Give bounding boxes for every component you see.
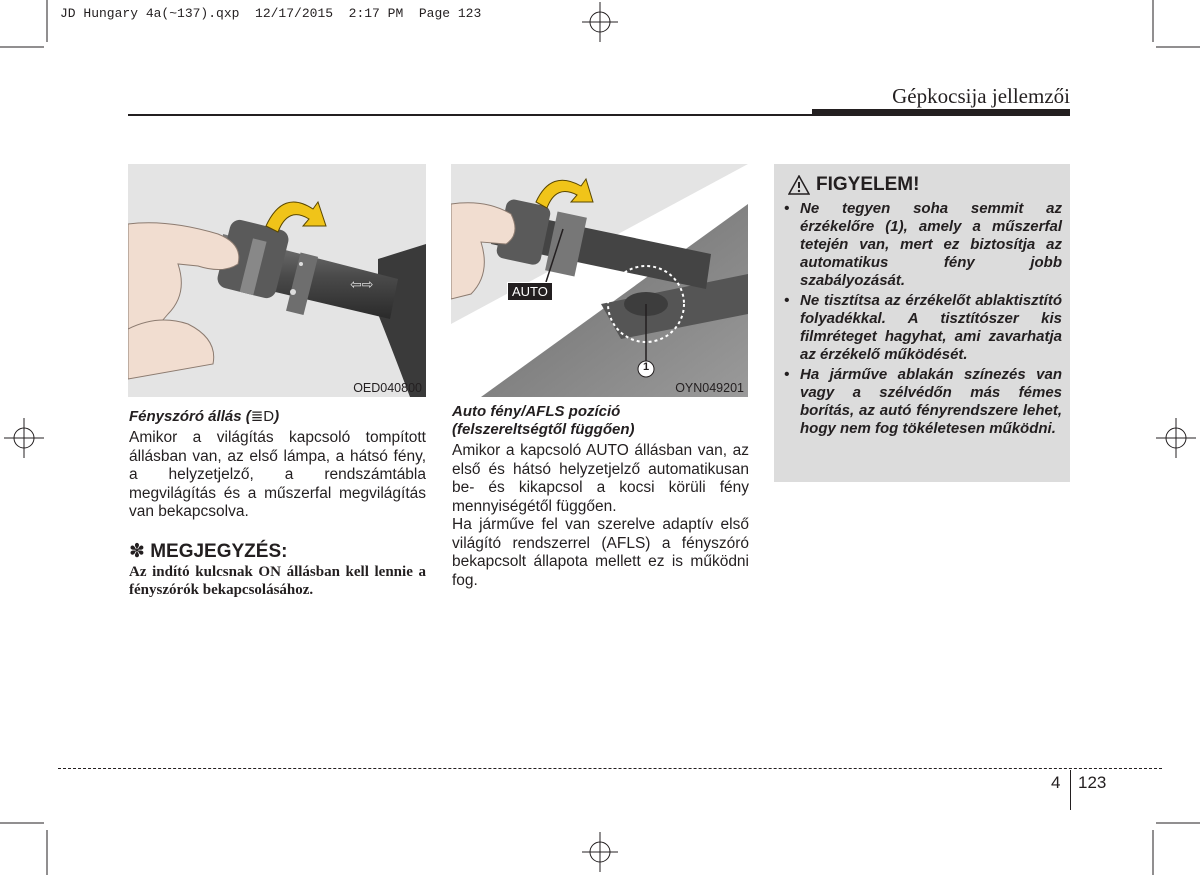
- figure-code: OYN049201: [675, 381, 744, 395]
- section-title: Gépkocsija jellemzői: [892, 84, 1070, 108]
- figure-code: OED040800: [353, 381, 422, 395]
- headlamp-icon: ≣D: [250, 408, 275, 425]
- registration-mark-left: [4, 418, 44, 458]
- footer-divider: [1070, 770, 1071, 810]
- header-rule-accent: [812, 109, 1070, 116]
- rotate-arrow-icon: [266, 202, 326, 232]
- registration-mark-top: [582, 2, 618, 42]
- afls-body: Ha járműve fel van szerelve adaptív első világító rendszerrel (AFLS) a fényszóró bekapcsolt állapota mellett ez is működni fog.: [452, 516, 749, 589]
- note-text: Az indító kulcsnak ON állásban kell lennie a fényszórók bekapcsolásához.: [129, 564, 426, 598]
- header-rule: [128, 114, 812, 116]
- footer-rule: [58, 768, 1162, 769]
- warning-triangle-icon: [788, 175, 810, 195]
- warning-title: FIGYELEM!: [788, 174, 919, 196]
- auto-light-caption: Auto fény/AFLS pozíció (felszereltségtől függően): [452, 403, 635, 438]
- rotate-arrow-icon: [536, 179, 593, 208]
- headlamp-body: Amikor a világítás kapcsoló tompított állásban van, az első lámpa, a hátsó fény, a helyzetjelző, a rendszámtábla megvilágítás és a műszerfal megvilágítás van bekapcsolva.: [129, 429, 426, 520]
- warning-item: • Ha járműve ablakán színezés van vagy a szélvédőn más fémes borítás, az autó fényrendszere lehet, hogy nem fog tökéletesen működni.: [784, 366, 1062, 437]
- auto-light-body: Amikor a kapcsoló AUTO állásban van, az első és hátsó helyzetjelző automatikusan be- és kikapcsol a kocsi körüli fény mennyiségétől függően.: [452, 442, 749, 515]
- sensor-callout-number: 1: [642, 361, 650, 373]
- auto-label: AUTO: [507, 282, 553, 301]
- warning-list: [784, 200, 1062, 440]
- headlamp-caption: Fényszóró állás (≣D): [129, 408, 280, 425]
- auto-light-illustration: [451, 164, 748, 397]
- svg-text:⇦⇨: ⇦⇨: [350, 277, 374, 293]
- print-header: JD Hungary 4a(~137).qxp 12/17/2015 2:17 PM Page 123: [60, 6, 482, 21]
- figure-light-switch: [128, 164, 426, 397]
- page-number: 123: [1078, 773, 1107, 792]
- light-switch-illustration: [128, 164, 426, 397]
- warning-item: • Ne tisztítsa az érzékelőt ablaktisztító folyadékkal. A tisztítószer kis filmréteget hagyhat, ami zavarhatja az érzékelő működését.: [784, 292, 1062, 363]
- note-title: ✽ MEGJEGYZÉS:: [129, 541, 288, 562]
- chapter-number: 4: [1051, 773, 1061, 792]
- warning-item: • Ne tegyen soha semmit az érzékelőre (1), amely a műszerfal tetején van, mert ez biztosítja az automatikus fény jobb szabályozását.: [784, 200, 1062, 289]
- figure-auto-light: [451, 164, 748, 397]
- registration-mark-bottom: [582, 832, 618, 872]
- registration-mark-right: [1156, 418, 1196, 458]
